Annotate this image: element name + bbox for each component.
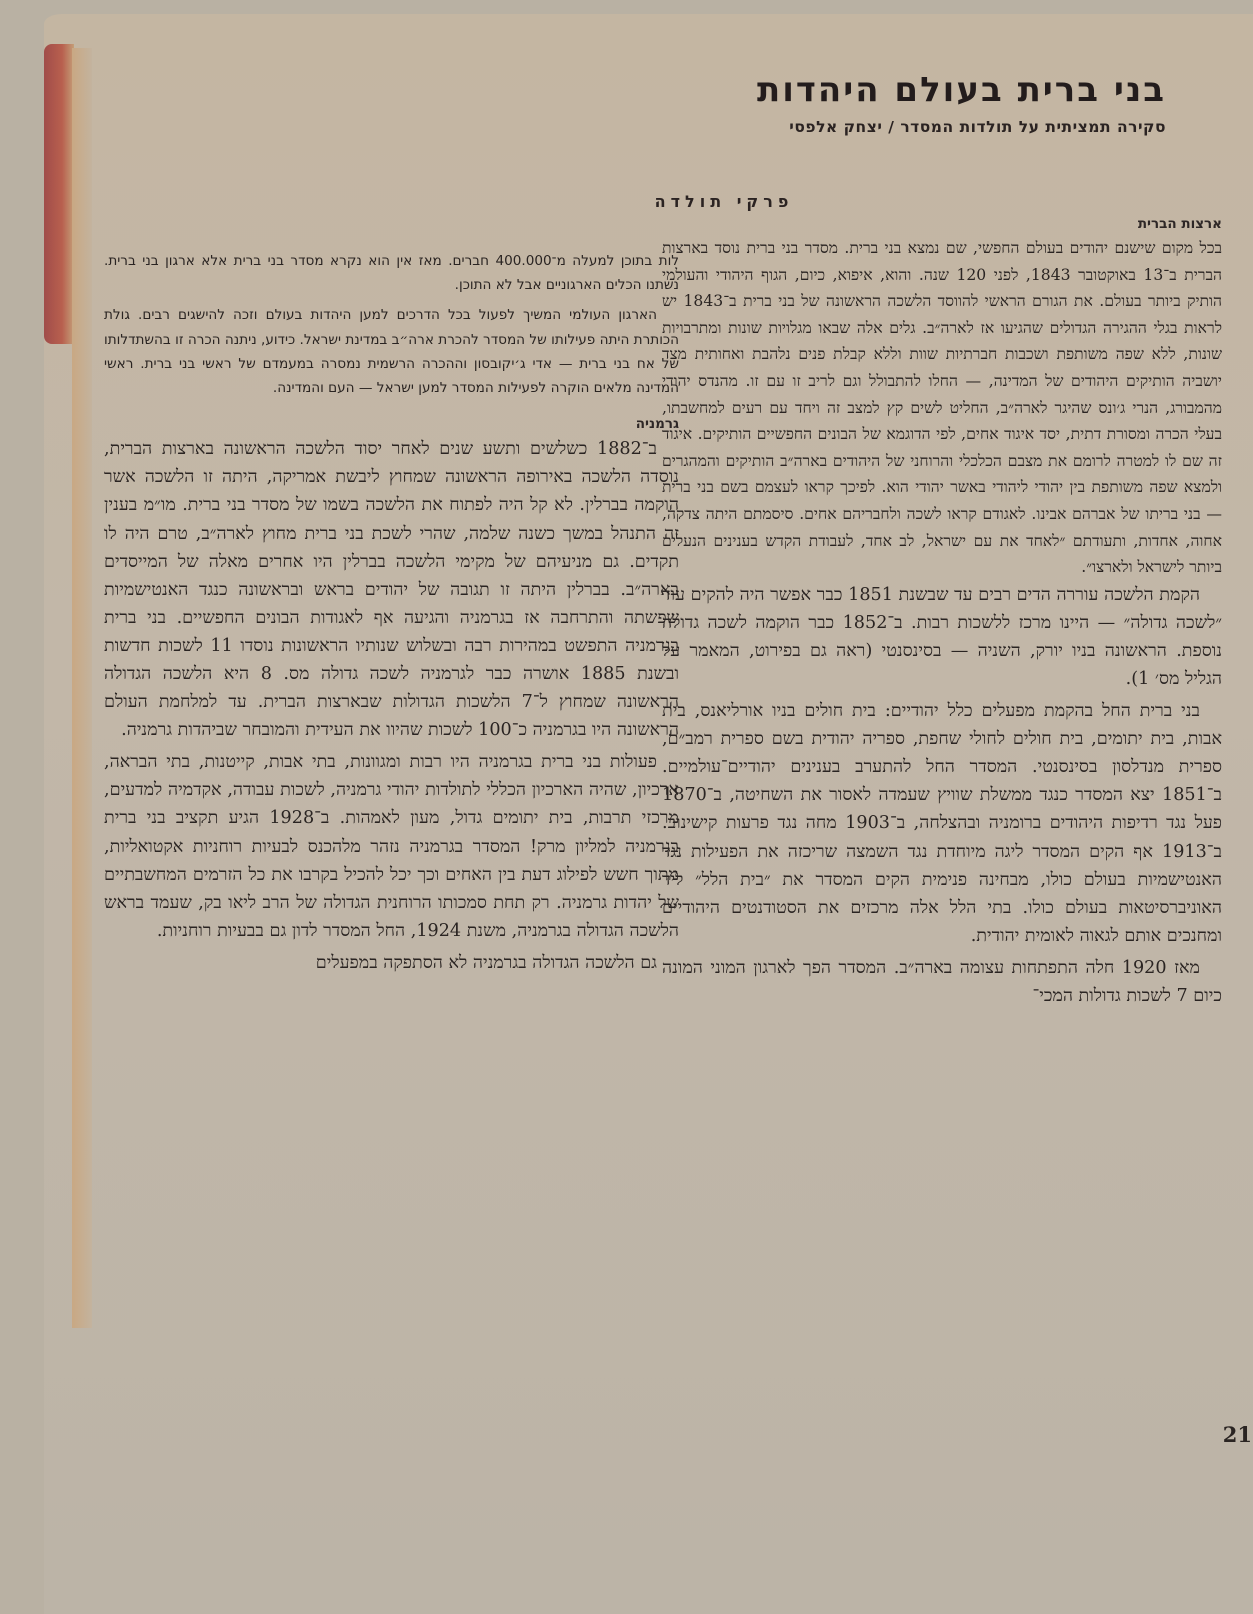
paragraph: מאז 1920 חלה התפתחות עצומה בארה״ב. המסדר הפך לארגון המוני המונה כיום 7 לשכות גדולות המכי־ — [662, 957, 1222, 1007]
paragraph: הקמת הלשכה עוררה הדים רבים עד שבשנת 1851 כבר אפשר היה להקים עוד ״לשכה גדולה״ — היינו מרכז ללשכות רבות. ב־1852 כבר הוקמה לשכה גדולה נוספת. הראשונה בניו יורק, השניה — בסינסנטי (ראה גם בפירוט, המאמר על הגליל מס׳ 1). — [662, 584, 1223, 689]
paragraph: בכל מקום שישנם יהודים בעולם החפשי, שם נמצא בני ברית. מסדר בני ברית נוסד בארצות הברית ב־13 באוקטובר 1843, לפני 120 שנה. והוא, איפוא, כיום, הגוף היהודי והעולמי הותיק ביותר בעולם. את הגורם הראשי להווסד הלשכה הראשונה של בני ברית ב־1843 יש לראות בגלי ההגירה הגדולים שהגיעו אז לארה״ב. גלים אלה שבאו מגלויות שונות ומתרבויות שונות, ללא שפה משותפת ושכבות חברתיות שוות וללא קבלת פנים נלהבת ואחותית מצד יושביה הותיקים היהודים של המדינה, — החלו להתבולל וגם לריב זו עם זו. מהנדס יהודי מהמבורג, הנרי ג׳ונס שהיגר לארה״ב, החליט לשים קץ למצב זה ויחד עם רעים למחשבתו, בעלי הכרה ומסורת דתית, יסד איגוד אחים, לפי הדוגמא של הבונים החפשיים הותיקים. איגוד זה שם לו למטרה לרומם את מצבם הכלכלי והרוחני של היהודים בארה״ב הותיקים והמהגרים ולמצא שפה משותפת בין יהודי ליהודי באשר יהודי הוא. לפיכך קראו לעצמם בשם בני ברית — בני בריתו של אברהם אבינו. לאגודם קראו לשכה ולחבריהם אחים. סיסמתם היתה צדקה, אחוה, אחדות, ותעודתם ״לאחד את עם ישראל, לב אחד, לעבודת הקדש בענינים הנעלים ביותר לישראל ולארצו״. — [662, 239, 1223, 577]
subhead-usa: ארצות הברית — [1137, 216, 1222, 232]
article-title: בני ברית בעולם היהדות — [756, 70, 1166, 110]
paragraph: בני ברית החל בהקמת מפעלים כלל יהודיים: בית חולים בניו אורליאנס, בית אבות, בית יתומים, בית חולים לחולי שחפת, ספריה יהודית בשם ספרית רמב״ם, ספרית מנדלסון בסינסנטי. המסדר החל להתערב בענינים יהודיים־עולמיים. ב־1851 יצא המסדר כנגד ממשלת שוויץ שעמדה לאסור את השחיטה, ב־1870 פעל נגד רדיפות היהודים ברומניה ובהצלחה, ב־1903 מחה נגד פרעות קישינוב. ב־1913 אף הקים המסדר ליגה מיוחדת נגד השמצה שריכזה את הפעילות נגד האנטישמיות בעולם כולו, מבחינה פנימית הקים המסדר את ״בית הלל״ ליד האוניברסיטאות בעולם כולו. בתי הלל אלה מרכזים את הסטודנטים היהודיים ומחנכים אותם לגאוה לאומית יהודית. — [662, 701, 1223, 946]
book-spine-ribbon — [44, 44, 74, 344]
subhead-germany: גרמניה — [635, 416, 679, 433]
page-edge — [72, 48, 92, 1328]
page-number: 21 — [1222, 1422, 1252, 1447]
left-column — [104, 249, 679, 981]
paragraph: פעולות בני ברית בגרמניה היו רבות ומגוונות, בתי אבות, קייטנות, בתי הבראה, ארכיון, שהיה הארכיון הכללי לתולדות יהודי גרמניה, לשכות עבודה, אקדמיה למדעים, מרכזי תרבות, בית יתומים גדול, מעון לאמהות. ב־1928 הגיע תקציב בני ברית בגרמניה למליון מרק! המסדר בגרמניה נזהר מלהכנס לבעיות רוחניות אקטואליות, מתוך חשש לפילוג דעת בין האחים וכך יכל להכיל בקרבו את כל הזרמים המחשבתיים של יהדות גרמניה. רק תחת סמכותו הרוחנית הגדולה של הרב ליאו בק, שעמד בראש הלשכה הגדולה בגרמניה, משנת 1924, החל המסדר לדון גם בבעיות רוחניות. — [104, 752, 679, 941]
paragraph: גם הלשכה הגדולה בגרמניה לא הסתפקה במפעלים — [315, 952, 657, 973]
book-page — [44, 14, 1253, 1614]
paragraph: הארגון העולמי המשיך לפעול בכל הדרכים למען היהדות בעולם וזכה להישגים רבים. גולת הכותרת היתה פעילותו של המסדר להכרת ארה״ב במדינת ישראל. כידוע, ניתנה הכרה זו בהשתדלותו של אח בני ברית — אדי ג׳יקובסון וההכרה הרשמית נמסרה במעמדם של ראשי בני ברית. ראשי המדינה מלאים הוקרה לפעילות המסדר למען ישראל — העם והמדינה. — [104, 307, 679, 397]
paragraph: לות בתוכן למעלה מ־400.000 חברים. מאז אין הוא נקרא מסדר בני ברית אלא ארגון בני ברית. נשתנו הכלים הארגוניים אבל לא התוכן. — [104, 253, 679, 294]
section-title: פרקי תולדה — [654, 192, 794, 211]
paragraph: ב־1882 כשלשים ותשע שנים לאחר יסוד הלשכה הראשונה בארצות הברית, נוסדה הלשכה באירופה הראשונה שמחוץ ליבשת אמריקה, היתה זו הלשכה אשר הוקמה בברלין. לא קל היה לפתוח את הלשכה בשמו של מסדר בני ברית. מו״מ בענין זה התנהל במשך כשנה שלמה, שהרי לשכת בני ברית מחוץ לארה״ב, טרם היה לו תקדים. גם מניעיהם של מקימי הלשכה בברלין היו אחרים מאלה של המייסדים בארה״ב. בברלין היתה זו תגובה של יהודים בראש ובראשונה כנגד האנטישמיות שפשתה והתרחבה אז בגרמניה והגיעה אף לאגודות הבונים החפשיים. בני ברית בגרמניה התפשט במהירות רבה ובשלוש שנותיו הראשונות נוסדו 11 לשכות חדשות ובשנת 1885 אושרה כבר לגרמניה לשכה גדולה מס. 8 היא הלשכה הגדולה הראשונה שמחוץ ל־7 הלשכות הגדולות שבארצות הברית. עד למלחמת העולם הראשונה היו בגרמניה כ־100 לשכות שהיוו את העידית והמובחר שביהדות גרמניה. — [104, 439, 680, 741]
right-column — [662, 216, 1222, 1014]
article-subtitle-byline: סקירה תמציתית על תולדות המסדר / יצחק אלפסי — [789, 118, 1166, 136]
